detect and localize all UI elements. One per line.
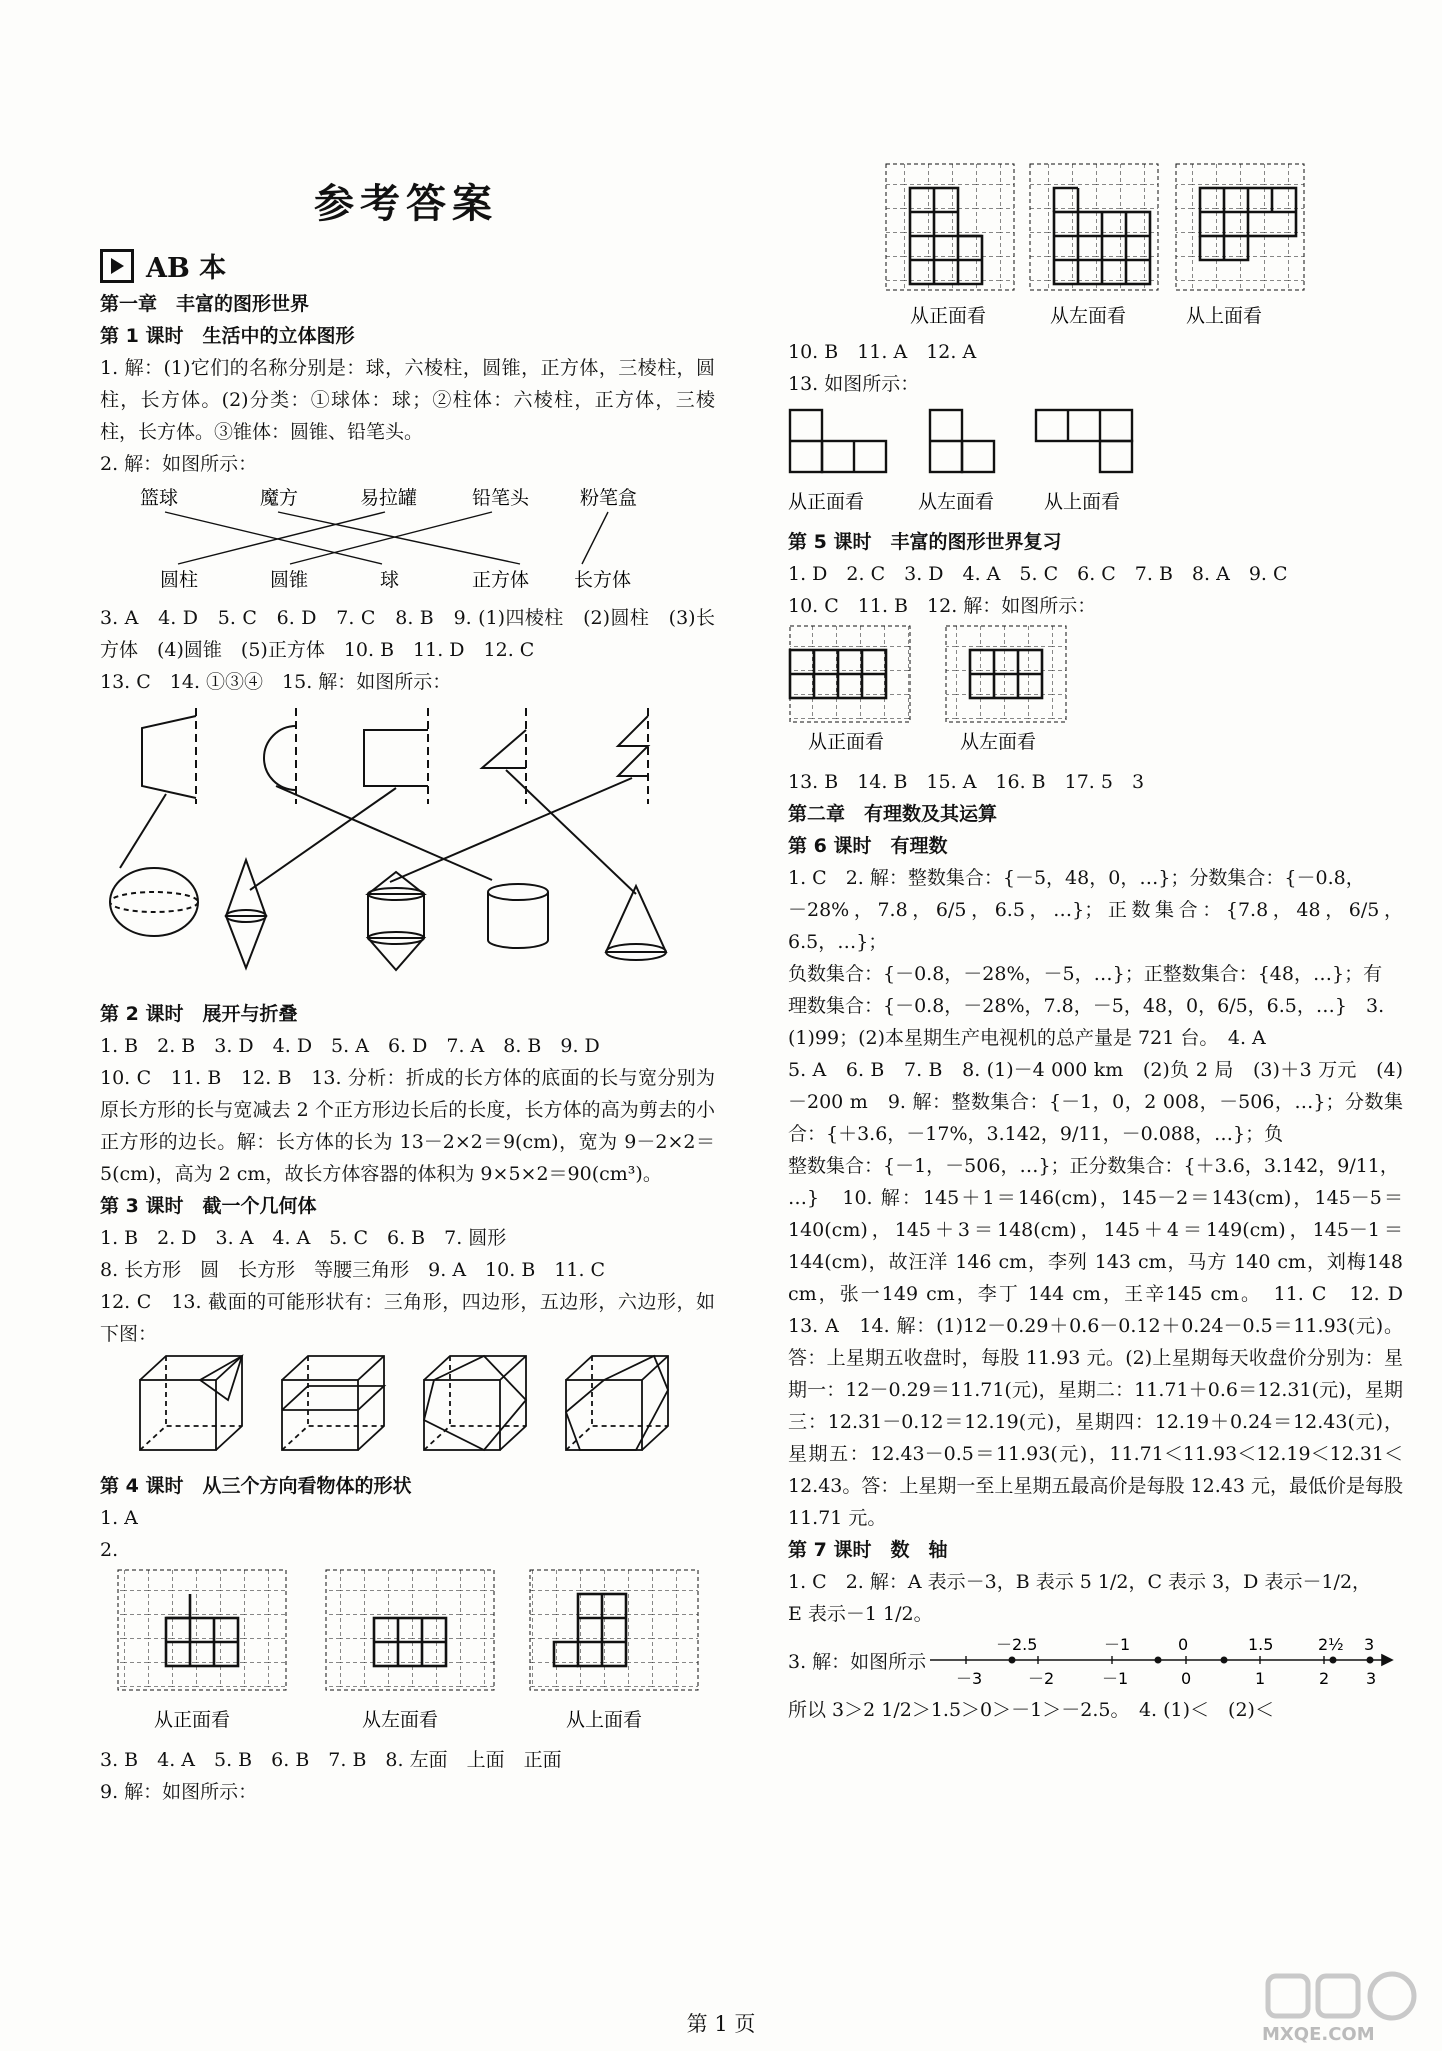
match-top-4: 粉笔盒 (580, 487, 638, 509)
view-label-left-4: 从左面看 (960, 731, 1037, 753)
view-label-front: 从正面看 (154, 1709, 231, 1731)
matching-diagram (100, 480, 700, 592)
axis-label-top-4: 2½ (1318, 1635, 1344, 1654)
chapter-2-heading: 第二章 有理数及其运算 (788, 803, 998, 825)
answer-1-2: 2. 解：如图所示： (100, 453, 258, 475)
axis-tick-2: －1 (1102, 1669, 1129, 1688)
view-label-front-2: 从正面看 (910, 305, 987, 327)
answer-1-1: 1. 解：(1)它们的名称分别是：球，六棱柱，圆锥，正方体，三棱柱，圆柱，长方体。(2)分类：①球体：球；②柱体：六棱柱，正方体，三棱柱，长方体。③锥体：圆锥、铅笔头。 (100, 357, 715, 443)
axis-label-top-5: 3 (1364, 1635, 1375, 1654)
answer-6-9b: 整数集合：{－1，－506，…}；正分数集合：{＋3.6，3.142，9/11， (788, 1155, 1399, 1177)
page-number: 第 1 页 (686, 2012, 756, 2036)
match-top-0: 篮球 (140, 487, 179, 509)
answer-6-3: (1)99；(2)本星期生产电视机的总产量是 721 台。 4. A (788, 1027, 1266, 1049)
answer-7-1b: E 表示－1 1/2。 (788, 1603, 933, 1625)
match-bottom-3: 正方体 (472, 569, 530, 591)
answer-6-1d: 理数集合：{－0.8，－28%，7.8，－5，48，0，6/5，6.5，…} 3. (788, 995, 1385, 1017)
axis-label-top-3: 1.5 (1248, 1635, 1274, 1654)
match-top-3: 铅笔头 (472, 487, 530, 509)
axis-tick-5: 2 (1319, 1669, 1330, 1688)
answer-4-1: 1. A (100, 1507, 138, 1529)
answer-3-1: 1. B 2. D 3. A 4. A 5. C 6. B 7. 圆形 (100, 1227, 507, 1249)
play-icon (100, 249, 134, 283)
axis-label-top-0: －2.5 (996, 1635, 1038, 1654)
three-views-solid (788, 400, 1388, 516)
answer-6-10: …} 10. 解：145＋1＝146(cm)，145－2＝143(cm)，145－5＝140(cm)，145＋3＝148(cm)，145＋4＝149(cm)，145－1＝144(cm)，故汪洋 146 cm，李列 143 cm，马方 140 cm，刘梅148 cm，张一149 cm，李丁 144 cm，王辛145 cm。 11. C 12. D 13. A 14. 解：(1)12－0.29＋0.6－0.12＋0.24－0.5＝11.93(元)。答：上星期五收盘时，每股 11.93 元。(2)上星期每天收盘价分别为：星期一：12－0.29＝11.71(元)，星期二：11.71＋0.6＝12.31(元)，星期三：12.31－0.12＝12.19(元)，星期四：12.19＋0.24＝12.43(元)，星期五：12.43－0.5＝11.93(元)，11.71＜11.93＜12.19＜12.31＜12.43。答：上星期一至上星期五最高价是每股 12.43 元，最低价是每股 11.71 元。 (788, 1187, 1423, 1529)
answer-2-10: 10. C 11. B 12. B 13. 分析：折成的长方体的底面的长与宽分别为原长方形的长与宽减去 2 个正方形边长后的长度，长方体的高为剪去的小正方形的边长。解：长方体的长为 13－2×2＝9(cm)，宽为 9－2×2＝5(cm)，高为 2 cm，故长方体容器的体积为 9×5×2＝90(cm³)。 (100, 1067, 715, 1185)
axis-tick-3: 0 (1181, 1669, 1192, 1688)
match-bottom-0: 圆柱 (160, 569, 199, 591)
right-column (788, 336, 1423, 1726)
axis-tick-4: 1 (1255, 1669, 1266, 1688)
lesson-4-heading: 第 4 课时 从三个方向看物体的形状 (100, 1475, 412, 1497)
three-views-grid-2 (880, 160, 1320, 330)
view-label-left-2: 从左面看 (1050, 305, 1127, 327)
answer-3-12: 12. C 13. 截面的可能形状有：三角形，四边形，五边形，六边形，如下图： (100, 1291, 715, 1345)
answer-5-13: 13. B 14. B 15. A 16. B 17. 5 3 (788, 771, 1145, 793)
answer-6-1c: 负数集合：{－0.8，－28%，－5，…}；正整数集合：{48，…}；有 (788, 963, 1383, 985)
section-heading (100, 246, 226, 285)
lesson-2-heading: 第 2 课时 展开与折叠 (100, 1003, 298, 1025)
two-views-grid (788, 622, 1388, 756)
match-top-1: 魔方 (260, 487, 299, 509)
answer-5-1: 1. D 2. C 3. D 4. A 5. C 6. C 7. B 8. A 9. C (788, 563, 1288, 585)
page-title: 参考答案 (314, 181, 498, 227)
answer-7-3b: 所以 3＞2 1/2＞1.5＞0＞－1＞－2.5。 4. (1)＜ (2)＜ (788, 1699, 1274, 1721)
lesson-5-heading: 第 5 课时 丰富的图形世界复习 (788, 531, 1062, 553)
answer-1-13: 13. C 14. ①③④ 15. 解：如图所示： (100, 671, 452, 693)
view-label-top-3: 从上面看 (1044, 491, 1121, 513)
match-bottom-4: 长方体 (574, 569, 632, 591)
answer-4-3: 3. B 4. A 5. B 6. B 7. B 8. 左面 上面 正面 (100, 1749, 562, 1771)
answer-7-3: 3. 解：如图所示 (788, 1651, 927, 1673)
answer-5-10: 10. C 11. B 12. 解：如图所示： (788, 595, 1097, 617)
answer-4-2: 2. (100, 1539, 119, 1561)
number-line-row (788, 1630, 1403, 1694)
answer-6-1b: －28%，7.8，6/5，6.5，…}；正数集合：{7.8，48，6/5，6.5，…}； (788, 899, 1403, 953)
watermark-url: MXQE.COM (1262, 2024, 1375, 2045)
view-label-left-3: 从左面看 (918, 491, 995, 513)
lesson-3-heading: 第 3 课时 截一个几何体 (100, 1195, 317, 1217)
lesson-1-heading: 第 1 课时 生活中的立体图形 (100, 325, 355, 347)
cube-sections-diagram (100, 1350, 700, 1460)
view-label-top-2: 从上面看 (1186, 305, 1263, 327)
rotation-solids-diagram (100, 698, 700, 988)
axis-label-top-1: －1 (1104, 1635, 1131, 1654)
match-bottom-1: 圆锥 (270, 569, 309, 591)
chapter-1-heading: 第一章 丰富的图形世界 (100, 293, 310, 315)
answer-2-1: 1. B 2. B 3. D 4. D 5. A 6. D 7. A 8. B 9. D (100, 1035, 600, 1057)
section-label: AB 本 (146, 253, 227, 284)
axis-tick-6: 3 (1366, 1669, 1377, 1688)
answer-3-8: 8. 长方形 圆 长方形 等腰三角形 9. A 10. B 11. C (100, 1259, 606, 1281)
match-bottom-2: 球 (380, 569, 400, 591)
answer-6-1a: 1. C 2. 解：整数集合：{－5，48，0，…}；分数集合：{－0.8， (788, 867, 1365, 889)
view-label-front-3: 从正面看 (788, 491, 865, 513)
answer-4-10: 10. B 11. A 12. A (788, 341, 977, 363)
lesson-6-heading: 第 6 课时 有理数 (788, 835, 948, 857)
answer-4-9: 9. 解：如图所示： (100, 1781, 258, 1803)
axis-label-top-2: 0 (1178, 1635, 1189, 1654)
match-top-2: 易拉罐 (360, 487, 418, 509)
left-column (100, 288, 715, 1808)
view-label-front-4: 从正面看 (808, 731, 885, 753)
answer-6-5: 5. A 6. B 7. B 8. (1)－4 000 km (2)负 2 局 (3)＋3 万元 (4)－200 m 9. 解：整数集合：{－1，0，2 008，－506，…}；分数集合：{＋3.6，－17%，3.142，9/11，－0.088，…}；负 (788, 1059, 1403, 1145)
view-label-top: 从上面看 (566, 1709, 643, 1731)
number-line (926, 1630, 1396, 1694)
three-views-grid-1 (100, 1566, 700, 1734)
answer-4-13: 13. 如图所示： (788, 373, 920, 395)
lesson-7-heading: 第 7 课时 数 轴 (788, 1539, 948, 1561)
view-label-left: 从左面看 (362, 1709, 439, 1731)
answer-7-1: 1. C 2. 解：A 表示－3，B 表示 5 1/2，C 表示 3，D 表示－1/2， (788, 1571, 1372, 1593)
answer-1-3: 3. A 4. D 5. C 6. D 7. C 8. B 9. (1)四棱柱 (2)圆柱 (3)长方体 (4)圆锥 (5)正方体 10. B 11. D 12. C (100, 607, 715, 661)
axis-tick-1: －2 (1028, 1669, 1055, 1688)
axis-tick-0: －3 (956, 1669, 983, 1688)
